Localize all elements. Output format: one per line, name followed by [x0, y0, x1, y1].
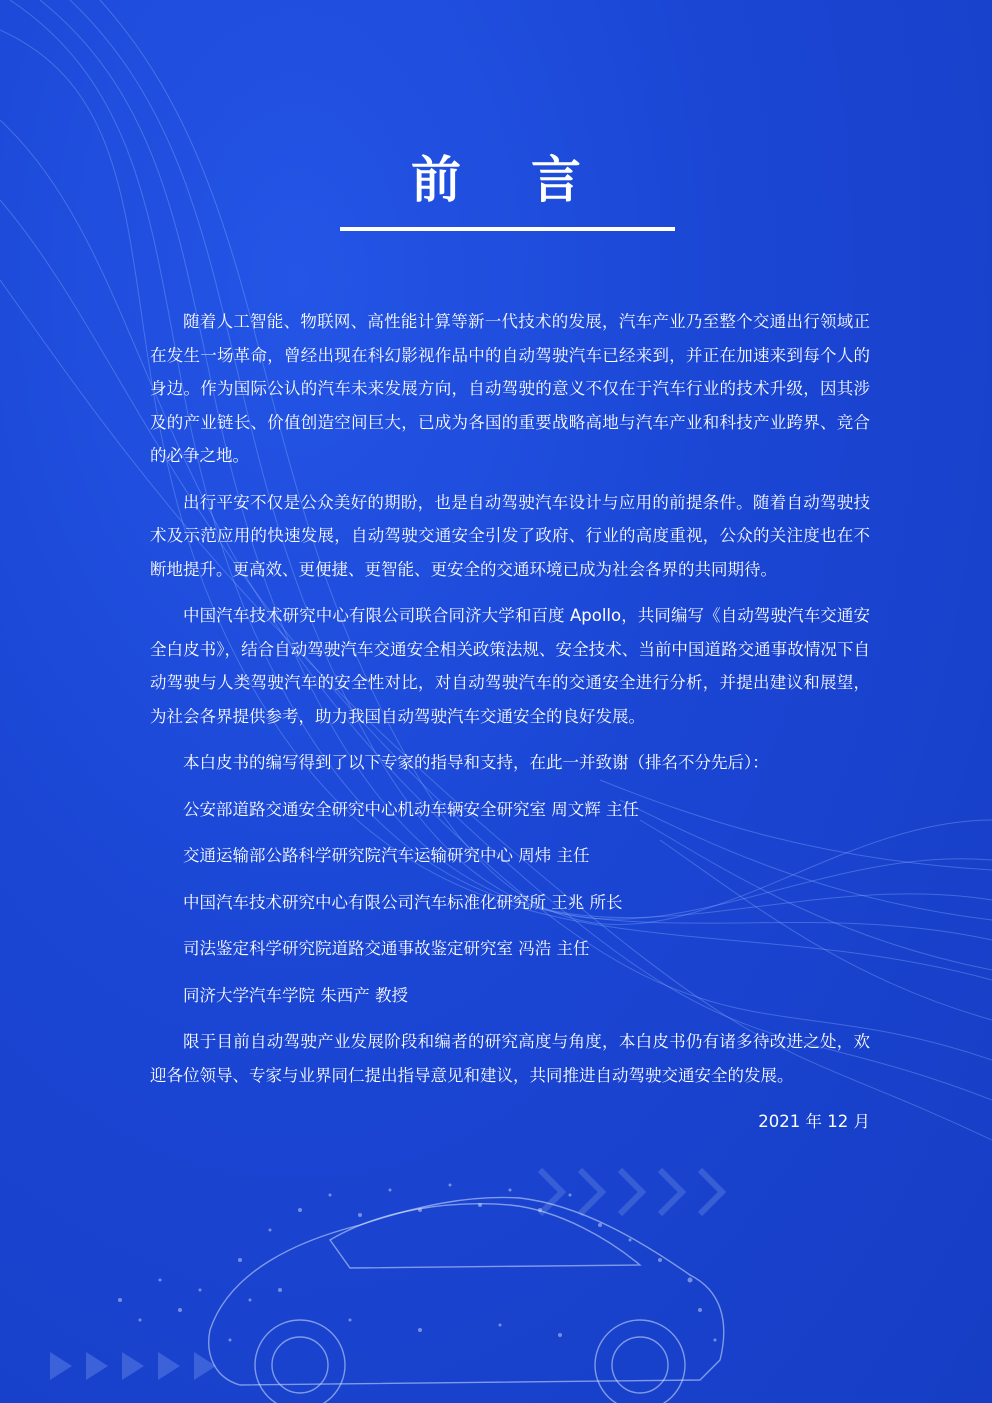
preface-body — [150, 305, 870, 1152]
title-underline — [340, 227, 675, 231]
title-char: 前 — [411, 151, 461, 209]
paragraph: 本白皮书的编写得到了以下专家的指导和支持，在此一并致谢（排名不分先后）： — [183, 753, 769, 772]
title-char: 言 — [531, 151, 581, 209]
paragraph: 出行平安不仅是公众美好的期盼，也是自动驾驶汽车设计与应用的前提条件。随着自动驾驶技术及示范应用的快速发展，自动驾驶交通安全引发了政府、行业的高度重视，公众的关注度也在不断地提升。更高效、更便捷、更智能、更安全的交通环境已成为社会各界的共同期待。 — [150, 492, 870, 579]
date-line: 2021 年 12 月 — [758, 1112, 870, 1131]
car-illustration — [209, 1197, 724, 1403]
expert-item: 公安部道路交通安全研究中心机动车辆安全研究室 周文辉 主任 — [183, 799, 639, 819]
expert-item: 司法鉴定科学研究院道路交通事故鉴定研究室 冯浩 主任 — [183, 939, 590, 958]
closing-paragraph: 限于目前自动驾驶产业发展阶段和编者的研究高度与角度，本白皮书仍有诸多待改进之处，欢迎各位领导、专家与业界同仁提出指导意见和建议，共同推进自动驾驶交通安全的发展。 — [150, 1032, 870, 1085]
paragraph: 随着人工智能、物联网、高性能计算等新一代技术的发展，汽车产业乃至整个交通出行领域正在发生一场革命，曾经出现在科幻影视作品中的自动驾驶汽车已经来到，并正在加速来到每个人的身边。作为国际公认的汽车未来发展方向，自动驾驶的意义不仅在于汽车行业的技术升级，因其涉及的产业链长、价值创造空间巨大，已成为各国的重要战略高地与汽车产业和科技产业跨界、竞合的必争之地。 — [150, 312, 870, 465]
paragraph: 中国汽车技术研究中心有限公司联合同济大学和百度 Apollo，共同编写《自动驾驶汽车交通安全白皮书》，结合自动驾驶汽车交通安全相关政策法规、安全技术、当前中国道路交通事故情况下自动驾驶与人类驾驶汽车的安全性对比，对自动驾驶汽车的交通安全进行分析，并提出建议和展望，为社会各界提供参考，助力我国自动驾驶汽车交通安全的良好发展。 — [150, 606, 870, 726]
expert-item: 中国汽车技术研究中心有限公司汽车标准化研究所 王兆 所长 — [183, 892, 623, 912]
expert-item: 交通运输部公路科学研究院汽车运输研究中心 周炜 主任 — [183, 846, 590, 865]
page-title — [0, 140, 992, 212]
expert-item: 同济大学汽车学院 朱西产 教授 — [183, 985, 408, 1005]
